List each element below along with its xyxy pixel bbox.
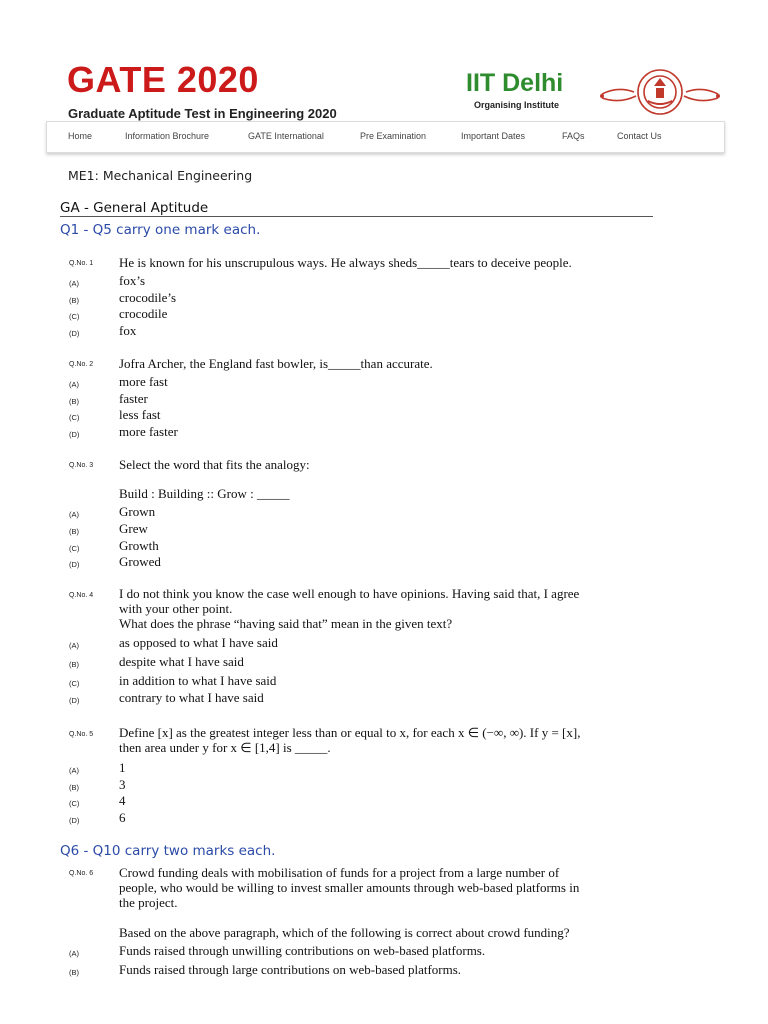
option-letter: (A) — [69, 279, 79, 288]
question-text: with your other point. — [119, 601, 233, 616]
option-text: more fast — [119, 374, 168, 389]
option-letter: (A) — [69, 766, 79, 775]
option-letter: (A) — [69, 380, 79, 389]
gate-subtitle: Graduate Aptitude Test in Engineering 2020 — [68, 106, 337, 121]
question-text: He is known for his unscrupulous ways. He always sheds_____tears to deceive people. — [119, 255, 572, 270]
option-text: fox — [119, 323, 137, 338]
option-letter: (D) — [69, 430, 80, 439]
section-title: GA - General Aptitude — [60, 200, 209, 216]
option-letter: (B) — [69, 660, 79, 669]
question-text: people, who would be willing to invest smaller amounts through web-based platforms in — [119, 880, 580, 895]
option-text: crocodile’s — [119, 290, 177, 305]
question-number: Q.No. 3 — [69, 462, 94, 469]
option-letter: (D) — [69, 696, 80, 705]
question-text: Define [x] as the greatest integer less than or equal to x, for each x ∈ (−∞, ∞). If y = [x], — [119, 725, 581, 740]
paper-code: ME1: Mechanical Engineering — [68, 168, 253, 183]
option-letter: (C) — [69, 679, 80, 688]
section-divider — [60, 216, 653, 217]
option-text: 1 — [119, 760, 126, 775]
institute-role: Organising Institute — [474, 100, 560, 110]
option-letter: (C) — [69, 544, 80, 553]
option-letter: (D) — [69, 816, 80, 825]
option-letter: (B) — [69, 397, 79, 406]
option-letter: (B) — [69, 296, 79, 305]
option-letter: (C) — [69, 799, 80, 808]
option-letter: (B) — [69, 527, 79, 536]
option-letter: (B) — [69, 783, 79, 792]
main-nav — [46, 121, 725, 153]
question-text: Based on the above paragraph, which of the following is correct about crowd funding? — [119, 925, 570, 940]
nav-home[interactable]: Home — [68, 131, 93, 141]
question-number: Q.No. 6 — [69, 870, 94, 877]
option-text: crocodile — [119, 306, 168, 321]
option-text: Grew — [119, 521, 148, 536]
option-text: 6 — [119, 810, 126, 825]
question-text: the project. — [119, 895, 178, 910]
option-text: Growth — [119, 538, 159, 553]
option-text: more faster — [119, 424, 178, 439]
nav-contact-us[interactable]: Contact Us — [617, 131, 662, 141]
nav-gate-international[interactable]: GATE International — [248, 131, 324, 141]
nav-faqs[interactable]: FAQs — [562, 131, 585, 141]
option-text: despite what I have said — [119, 654, 244, 669]
question-text: Select the word that fits the analogy: — [119, 457, 310, 472]
question-number: Q.No. 2 — [69, 361, 94, 368]
mark-heading-one-mark: Q1 - Q5 carry one mark each. — [60, 222, 261, 238]
option-text: Funds raised through large contributions on web-based platforms. — [119, 962, 462, 977]
mark-heading-two-marks: Q6 - Q10 carry two marks each. — [60, 843, 276, 859]
option-letter: (A) — [69, 641, 79, 650]
question-text: Jofra Archer, the England fast bowler, is_____than accurate. — [119, 356, 433, 371]
question-number: Q.No. 5 — [69, 731, 94, 738]
option-text: less fast — [119, 407, 161, 422]
option-text: 4 — [119, 793, 126, 808]
institute-name: IIT Delhi — [466, 69, 564, 97]
option-letter: (C) — [69, 413, 80, 422]
option-letter: (A) — [69, 949, 79, 958]
option-text: 3 — [119, 777, 126, 792]
iit-delhi-logo-icon — [598, 64, 722, 120]
option-letter: (D) — [69, 560, 80, 569]
option-text: fox’s — [119, 273, 145, 288]
question-text: I do not think you know the case well enough to have opinions. Having said that, I agree — [119, 586, 580, 601]
option-text: Growed — [119, 554, 161, 569]
option-letter: (B) — [69, 968, 79, 977]
nav-information-brochure[interactable]: Information Brochure — [125, 131, 210, 141]
question-text: What does the phrase “having said that” mean in the given text? — [119, 616, 453, 631]
question-text: Crowd funding deals with mobilisation of funds for a project from a large number of — [119, 865, 560, 880]
option-text: contrary to what I have said — [119, 690, 264, 705]
option-text: Funds raised through unwilling contributions on web-based platforms. — [119, 943, 486, 958]
option-letter: (D) — [69, 329, 80, 338]
option-text: Grown — [119, 504, 156, 519]
nav-pre-examination[interactable]: Pre Examination — [360, 131, 427, 141]
option-letter: (C) — [69, 312, 80, 321]
option-letter: (A) — [69, 510, 79, 519]
question-analogy: Build : Building :: Grow : _____ — [119, 486, 290, 501]
nav-important-dates[interactable]: Important Dates — [461, 131, 526, 141]
option-text: in addition to what I have said — [119, 673, 277, 688]
question-number: Q.No. 1 — [69, 260, 94, 267]
question-text: then area under y for x ∈ [1,4] is _____. — [119, 740, 331, 755]
gate-title: GATE 2020 — [67, 59, 259, 100]
question-number: Q.No. 4 — [69, 592, 94, 599]
option-text: as opposed to what I have said — [119, 635, 278, 650]
option-text: faster — [119, 391, 148, 406]
